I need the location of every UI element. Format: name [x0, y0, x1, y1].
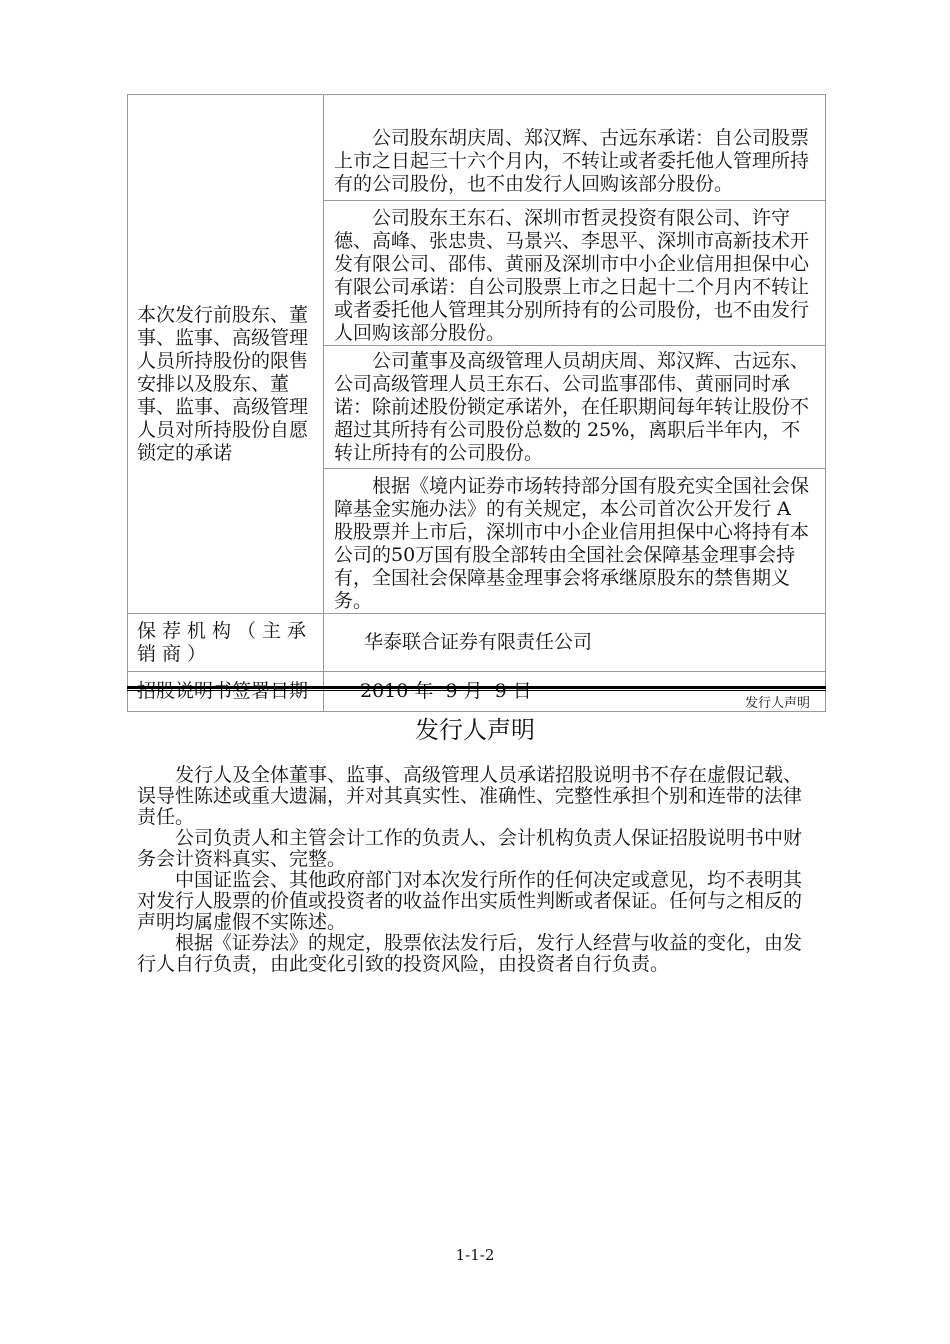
lockup-item: 公司股东胡庆周、郑汉辉、古远东承诺：自公司股票上市之日起三十六个月内，不转让或者委托他人管理所持有的公司股份，也不由发行人回购该部分股份。 — [334, 127, 810, 195]
lockup-label-cell — [128, 95, 324, 614]
paragraph: 根据《证券法》的规定，股票依法发行后，发行人经营与收益的变化，由发行人自行负责，由此变化引致的投资风险，由投资者自行负责。 — [137, 932, 803, 975]
prospectus-info-table — [127, 94, 826, 712]
running-header: 发行人声明 — [744, 696, 810, 711]
paragraph: 发行人及全体董事、监事、高级管理人员承诺招股说明书不存在虚假记载、误导性陈述或重大遗漏，并对其真实性、准确性、完整性承担个别和连带的法律责任。 — [137, 764, 803, 828]
lockup-item-cell — [324, 95, 826, 201]
lockup-item-cell — [324, 201, 826, 346]
lockup-item-cell — [324, 346, 826, 469]
table-bottom-double-rule — [127, 686, 826, 691]
lockup-item: 公司股东王东石、深圳市哲灵投资有限公司、许守德、高峰、张忠贵、马景兴、李思平、深圳市高新技术开发有限公司、邵伟、黄丽及深圳市中小企业信用担保中心有限公司承诺：自公司股票上市之日起十二个月内不转让或者委托他人管理其分别所持有的公司股份，也不由发行人回购该部分股份。 — [334, 207, 810, 344]
lockup-label: 本次发行前股东、董事、监事、高级管理人员所持股份的限售安排以及股东、董事、监事、高级管理人员对所持股份自愿锁定的承诺 — [137, 303, 309, 464]
lockup-item: 公司董事及高级管理人员胡庆周、郑汉辉、古远东、公司高级管理人员王东石、公司监事邵伟、黄丽同时承诺：除前述股份锁定承诺外，在任职期间每年转让股份不超过其所持有公司股份总数的 25%，离职后半年内，不转让所持有的公司股份。 — [334, 350, 810, 464]
sponsor-label: 保荐机构（主承销商） — [128, 614, 324, 672]
paragraph: 公司负责人和主管会计工作的负责人、会计机构负责人保证招股说明书中财务会计资料真实、完整。 — [137, 827, 803, 870]
sponsor-value: 华泰联合证券有限责任公司 — [324, 614, 826, 672]
section-title: 发行人声明 — [415, 716, 535, 744]
lockup-item: 根据《境内证券市场转持部分国有股充实全国社会保障基金实施办法》的有关规定，本公司首次公开发行 A 股股票并上市后，深圳市中小企业信用担保中心将持有本公司的50万国有股全部转由全国社会保障基金理事会持有，全国社会保障基金理事会将承继原股东的禁售期义务。 — [334, 475, 810, 612]
page-number: 1-1-2 — [455, 1246, 495, 1264]
date-label: 招股说明书签署日期 — [128, 672, 324, 712]
lockup-item-cell — [324, 469, 826, 614]
date-value: 2010 年 9 月 9 日 — [324, 672, 826, 712]
paragraph: 中国证监会、其他政府部门对本次发行所作的任何决定或意见，均不表明其对发行人股票的价值或投资者的收益作出实质性判断或者保证。任何与之相反的声明均属虚假不实陈述。 — [137, 869, 803, 933]
declaration-body — [137, 765, 813, 975]
